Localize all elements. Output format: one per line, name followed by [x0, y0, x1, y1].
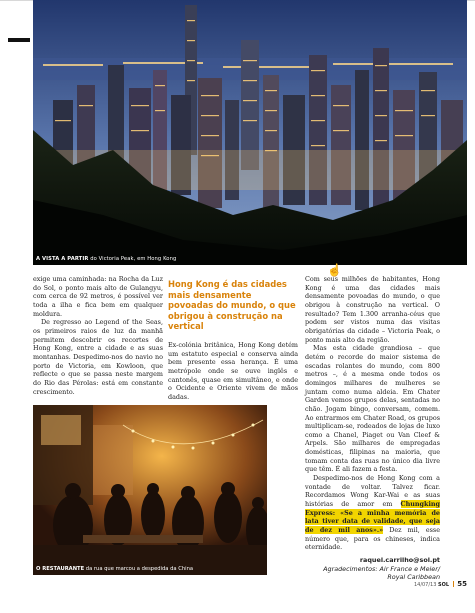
- column3-paragraph: Despedimo-nos de Hong Kong com a vontade de voltar. Talvez ficar. Recordamos Wong Kar-Wai e as suas histórias de amor em Chungking Express: «Se a minha memória de lata tiver data de validade, que seja de dez mil anos».» Dez mil, esse número que, para os chineses, indica eternidade.: [305, 474, 440, 552]
- section-marker: [8, 38, 30, 42]
- bottom-photo-caption: O RESTAURANTE da rua que marcou a despedida da China: [36, 566, 194, 572]
- restaurant-photo: [33, 405, 267, 575]
- magazine-name: SOL: [438, 582, 450, 588]
- page-number: 55: [457, 580, 467, 588]
- article-column-3: [305, 275, 440, 582]
- column2-paragraph: Ex-colónia britânica, Hong Kong detém um estatuto especial e conserva ainda bem presente essa herança. É uma metrópole onde se ouve inglês e cantonês, quase em simultâneo, e onde o Ocidente e Oriente vivem de mãos dadas.: [168, 340, 298, 401]
- restaurant-illustration: [33, 405, 267, 575]
- footer-divider: [453, 581, 454, 587]
- skyline-illustration: [33, 0, 467, 265]
- column3-paragraph: Mas esta cidade grandiosa – que detém o recorde do maior sistema de escadas rolantes do mundo, com 800 metros –, é a mesma onde todos os domingos milhares de mulheres se juntam como numa aldeia. Em Chater Garden vemos grupos delas, sentadas no chão. Jogam bingo, conversam, comem. Ao entrarmos em Chater Road, os grupos multiplicam-se, rodeados de lojas de luxo como a Chanel, Piaget ou Van Cleef & Arpels. São milhares de empregadas domésticas, filipinas na maioria, que tomam conta das ruas no único dia livre que têm. É ali fazem a festa.: [305, 344, 440, 474]
- article-column-1: [33, 275, 163, 396]
- top-photo-caption: A VISTA A PARTIR do Victoria Peak, em Hong Kong: [36, 256, 177, 262]
- column3-paragraph: Com seus milhões de habitantes, Hong Kong é uma das cidades mais densamente povoadas do mundo, o que obrigou à construção na vertical. O resultado? Tem 1.300 arranha-céus que podem ser vistos numa das visitas obrigatórias da cidade – Victoria Peak, o ponto mais alto da região.: [305, 275, 440, 344]
- column1-paragraph: De regresso ao Legend of the Seas, os primeiros raios de luz da manhã permitem descobrir os recortes de Hong Kong, entre a cidade e as suas montanhas. Despedimo-nos do navio no porto de Victoria, em Kowloon, que reflecte o que se passa neste margem do Rio das Pérolas: está em constante crescimento.: [33, 318, 163, 396]
- column1-paragraph: exige uma caminhada: na Rocha da Luz do Sol, o ponto mais alto de Gulangyu, com cerca de 92 metros, é possível ver toda a ilha e fica bem em qualquer moldura.: [33, 275, 163, 318]
- issue-date: 14/07/13: [413, 582, 437, 588]
- page-footer: [414, 580, 467, 588]
- highlighted-quote: Chungking Express: «Se a minha memória de lata tiver data de validade, que seja de dez mil anos».»: [305, 500, 440, 535]
- pull-quote: Hong Kong é das cidades mais densamente povoadas do mundo, o que obrigou à construção na vertical: [168, 279, 296, 332]
- hong-kong-skyline-photo: [33, 0, 467, 265]
- acknowledgements: Agradecimentos: Air France e Meier/ Royal Caribbean: [323, 564, 440, 582]
- author-email[interactable]: raquel.carrilho@sol.pt: [359, 556, 440, 564]
- hand-cursor-icon: ☝: [327, 263, 342, 277]
- article-column-2: [168, 275, 298, 402]
